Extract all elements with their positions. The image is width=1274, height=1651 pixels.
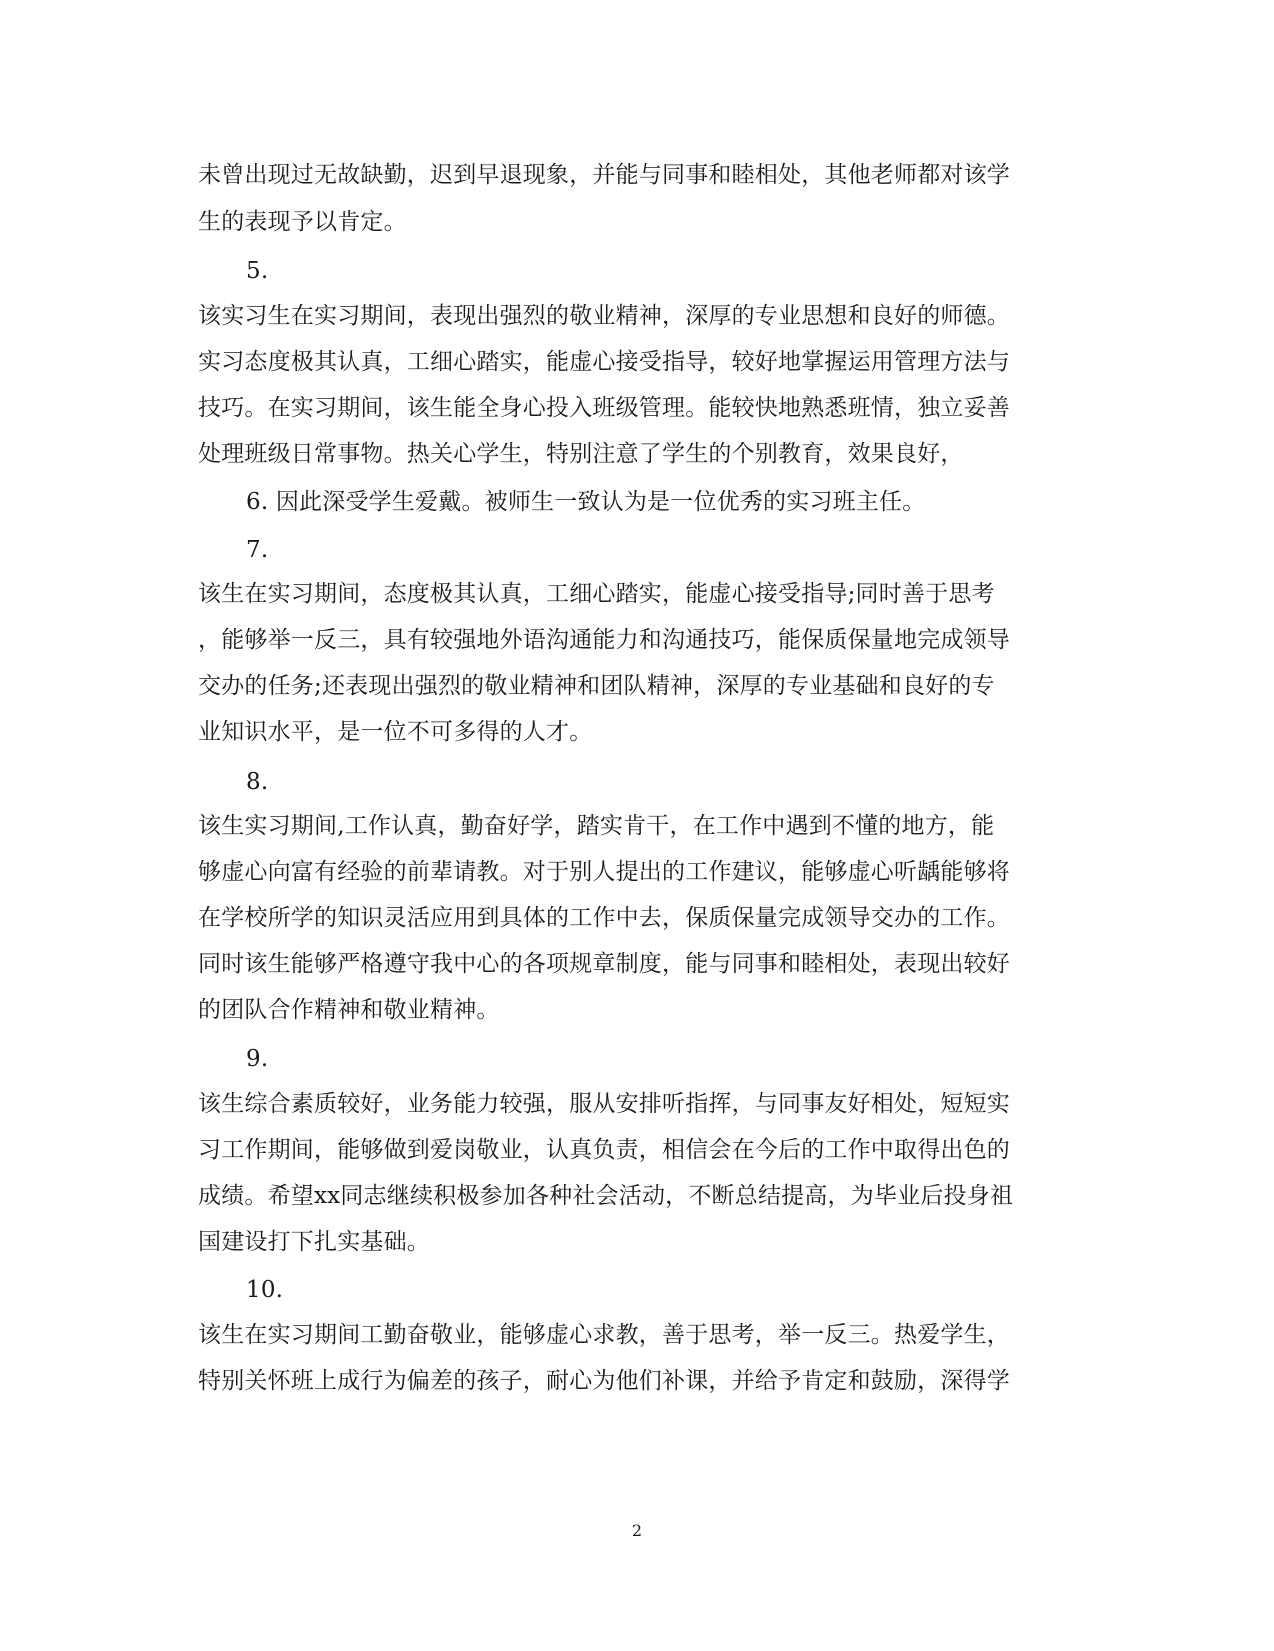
page-number: 2 — [631, 1521, 643, 1540]
text-line: 该生在实习期间工勤奋敬业，能够虚心求教，善于思考，举一反三。热爱学生， — [198, 1322, 1010, 1348]
text-line: 技巧。在实习期间，该生能全身心投入班级管理。能较快地熟悉班情，独立妥善 — [198, 395, 1010, 421]
text-line: 国建设打下扎实基础。 — [198, 1229, 430, 1255]
text-line: 该生实习期间,工作认真，勤奋好学，踏实肯干，在工作中遇到不懂的地方，能 — [198, 813, 995, 839]
text-line: 实习态度极其认真，工细心踏实，能虚心接受指导，较好地掌握运用管理方法与 — [198, 349, 1010, 375]
text-line: 成绩。希望xx同志继续积极参加各种社会活动，不断总结提高，为毕业后投身祖 — [198, 1183, 1014, 1209]
text-line: 的团队合作精神和敬业精神。 — [198, 997, 500, 1023]
item-number: 7. — [246, 537, 269, 563]
text-line: 生的表现予以肯定。 — [198, 209, 407, 235]
text-line: 够虚心向富有经验的前辈请教。对于别人提出的工作建议，能够虚心听龋能够将 — [198, 859, 1010, 885]
text-line: 特别关怀班上成行为偏差的孩子，耐心为他们补课，并给予肯定和鼓励，深得学 — [198, 1368, 1010, 1394]
text-line: 同时该生能够严格遵守我中心的各项规章制度，能与同事和睦相处，表现出较好 — [198, 951, 1010, 977]
text-line: 在学校所学的知识灵活应用到具体的工作中去，保质保量完成领导交办的工作。 — [198, 905, 1010, 931]
text-line: ，能够举一反三，具有较强地外语沟通能力和沟通技巧，能保质保量地完成领导 — [198, 627, 1010, 653]
text-line: 业知识水平，是一位不可多得的人才。 — [198, 719, 593, 745]
text-line: 交办的任务;还表现出强烈的敬业精神和团队精神，深厚的专业基础和良好的专 — [198, 673, 995, 699]
text-line: 该生在实习期间，态度极其认真，工细心踏实，能虚心接受指导;同时善于思考 — [198, 581, 995, 607]
item-number: 8. — [246, 769, 269, 795]
item-number: 5. — [246, 258, 269, 284]
text-line: 该生综合素质较好，业务能力较强，服从安排听指挥，与同事友好相处，短短实 — [198, 1091, 1010, 1117]
text-line: 该实习生在实习期间，表现出强烈的敬业精神，深厚的专业思想和良好的师德。 — [198, 303, 1010, 329]
text-line: 处理班级日常事物。热关心学生，特别注意了学生的个别教育，效果良好， — [198, 441, 964, 467]
text-line: 未曾出现过无故缺勤，迟到早退现象，并能与同事和睦相处，其他老师都对该学 — [198, 162, 1010, 188]
text-line: 6. 因此深受学生爱戴。被师生一致认为是一位优秀的实习班主任。 — [246, 489, 926, 515]
item-number: 10. — [246, 1277, 284, 1303]
item-number: 9. — [246, 1046, 269, 1072]
text-line: 习工作期间，能够做到爱岗敬业，认真负责，相信会在今后的工作中取得出色的 — [198, 1137, 1010, 1163]
